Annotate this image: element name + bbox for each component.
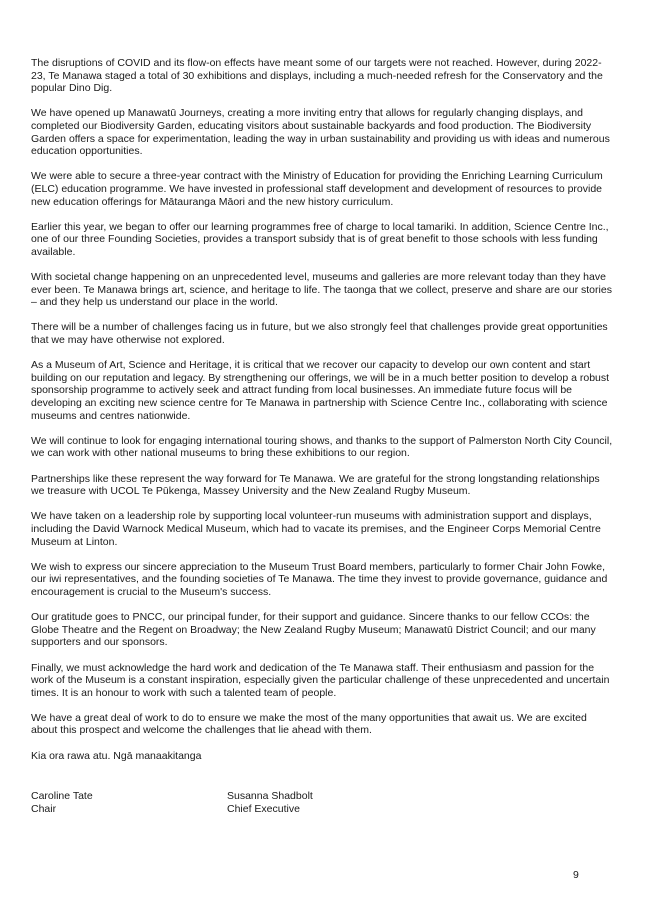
body-paragraph: As a Museum of Art, Science and Heritage, it is critical that we recover our capacity to develop our own content and start building on our reputation and legacy. By strengthening our offerings, we will be in a much better position to develop a robust sponsorship programme to actively seek and attract funding from local businesses. An immediate future focus will be developing an exciting new science centre for Te Manawa in partnership with Science Centre Inc., collaborating with science museums and centres nationwide.	[31, 359, 610, 422]
body-paragraph: We will continue to look for engaging international touring shows, and thanks to the support of Palmerston North City Council, we can work with other national museums to bring these exhibitions to our region.	[31, 434, 613, 460]
body-paragraph: Earlier this year, we began to offer our learning programmes free of charge to local tamariki. In addition, Science Centre Inc., one of our three Founding Societies, provides a transport subsidy that is of great benefit to those schools with less funding available.	[31, 220, 609, 258]
closing-paragraph: Kia ora rawa atu. Ngā manaakitanga	[31, 749, 202, 762]
body-paragraph: We have a great deal of work to do to ensure we make the most of the many opportunities that await us. We are excited about this prospect and welcome the challenges that lie ahead with them.	[31, 711, 587, 737]
signature-chair	[31, 790, 227, 816]
page-body	[31, 57, 615, 816]
signatory-name: Susanna Shadbolt	[227, 790, 313, 803]
body-paragraph: The disruptions of COVID and its flow-on effects have meant some of our targets were not reached. However, during 2022-23, Te Manawa staged a total of 30 exhibitions and displays, including a much-needed refresh for the Conservatory and the popular Dino Dig.	[31, 57, 603, 95]
body-paragraph: Our gratitude goes to PNCC, our principal funder, for their support and guidance. Sincere thanks to our fellow CCOs: the Globe Theatre and the Regent on Broadway; the New Zealand Rugby Museum; Manawatū District Council; and our many supporters and our sponsors.	[31, 611, 596, 649]
body-paragraph: Finally, we must acknowledge the hard work and dedication of the Te Manawa staff. Their enthusiasm and passion for the work of the Museum is a constant inspiration, especially given the particular challenge of these unprecedented and uncertain times. It is an honour to work with such a talented team of people.	[31, 661, 610, 699]
signature-chief-executive	[227, 790, 615, 816]
body-paragraph: With societal change happening on an unprecedented level, museums and galleries are more relevant today than they have ever been. Te Manawa brings art, science, and heritage to life. The taonga that we collect, preserve and share are our stories – and they help us understand our place in the world.	[31, 271, 612, 309]
signature-block	[31, 790, 615, 816]
body-paragraph: We wish to express our sincere appreciation to the Museum Trust Board members, particularly to former Chair John Fowke, our iwi representatives, and the founding societies of Te Manawa. The time they invest to provide governance, guidance and encouragement is crucial to the Museum's success.	[31, 560, 608, 598]
signatory-title: Chair	[31, 803, 57, 816]
body-paragraph: Partnerships like these represent the way forward for Te Manawa. We are grateful for the strong longstanding relationships we treasure with UCOL Te Pūkenga, Massey University and the New Zealand Rugby Museum.	[31, 472, 600, 498]
signatory-title: Chief Executive	[227, 803, 300, 816]
body-paragraph: We have opened up Manawatū Journeys, creating a more inviting entry that allows for regularly changing displays, and completed our Biodiversity Garden, educating visitors about sustainable backyards and food production. The Biodiversity Garden offers a space for experimentation, leading the way in urban sustainability and providing us with ideas and numerous education opportunities.	[31, 107, 610, 158]
body-paragraph: We were able to secure a three-year contract with the Ministry of Education for providing the Enriching Learning Curriculum (ELC) education programme. We have invested in professional staff development and development of resources to provide new education offerings for Mātauranga Māori and the new history curriculum.	[31, 170, 603, 208]
page-number: 9	[573, 869, 579, 881]
signatory-name: Caroline Tate	[31, 790, 93, 803]
body-paragraph: There will be a number of challenges facing us in future, but we also strongly feel that challenges provide great opportunities that we may have otherwise not explored.	[31, 321, 608, 347]
body-paragraph: We have taken on a leadership role by supporting local volunteer-run museums with administration support and displays, including the David Warnock Medical Museum, which had to vacate its premises, and the Engineer Corps Memorial Centre Museum at Linton.	[31, 510, 601, 548]
